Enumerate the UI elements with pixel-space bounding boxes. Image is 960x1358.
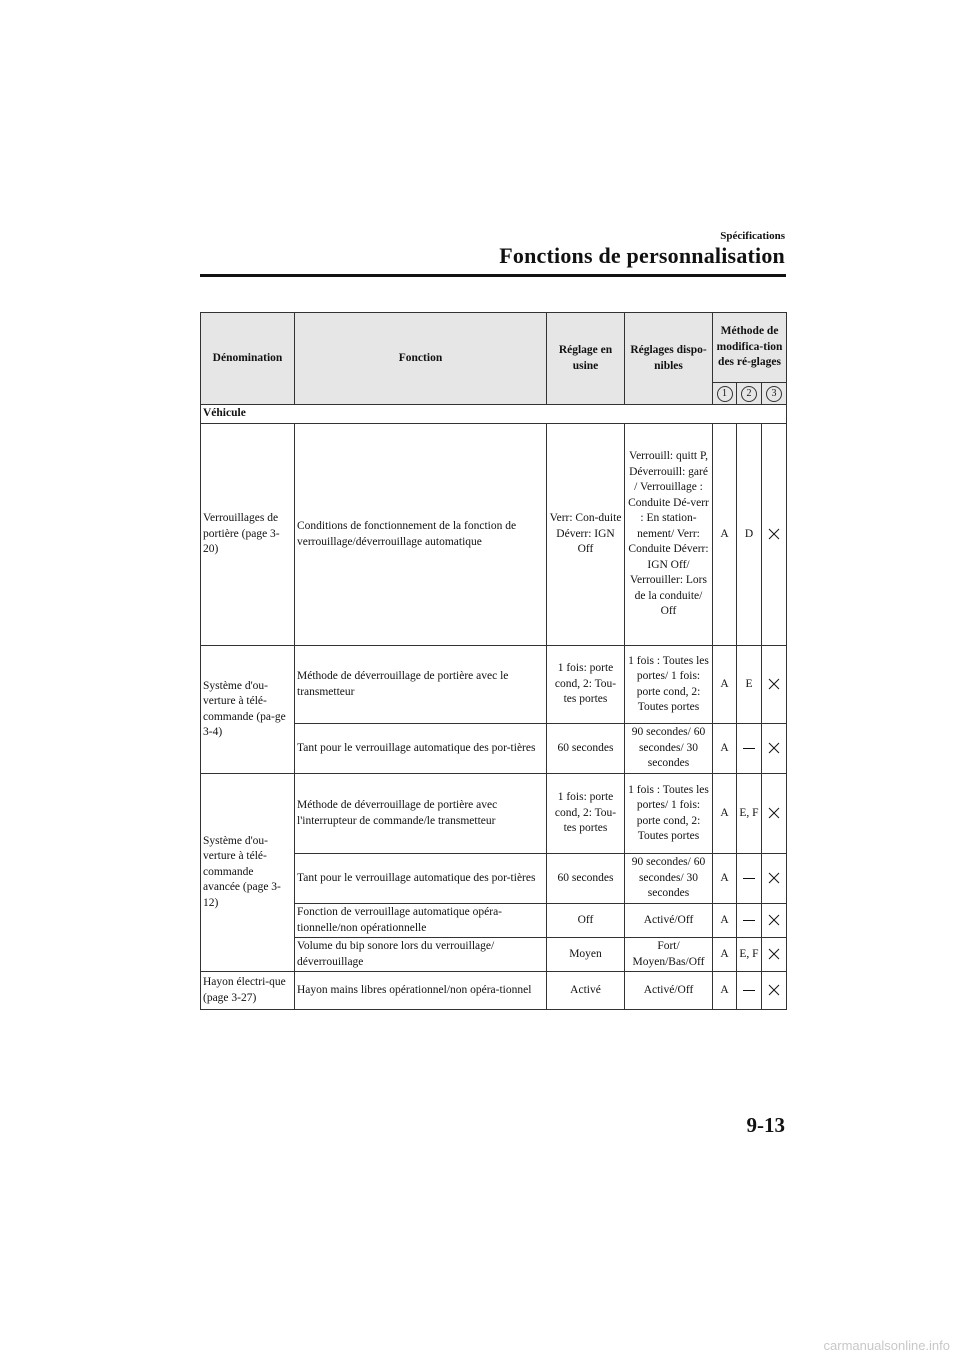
- table-row: [201, 972, 787, 1010]
- customization-table: [200, 312, 787, 1010]
- table-row: [201, 646, 787, 724]
- method-2-cell: E, F: [737, 774, 762, 854]
- method-3-cell: [762, 972, 787, 1010]
- col-header-factory: Réglage en usine: [547, 313, 625, 405]
- method-1-cell: A: [713, 904, 737, 938]
- function-cell: Méthode de déverrouillage de portière avec le transmetteur: [295, 646, 547, 724]
- available-settings-cell: 90 secondes/ 60 secondes/ 30 secondes: [625, 724, 713, 774]
- method-3-cell: [762, 904, 787, 938]
- feature-name-cell: Verrouillages de portière (page 3-20): [201, 424, 295, 646]
- circled-3-icon: 3: [766, 386, 782, 402]
- col-header-function: Fonction: [295, 313, 547, 405]
- method-col-3: [762, 383, 787, 405]
- method-2-cell: E: [737, 646, 762, 724]
- x-mark-icon: [768, 807, 780, 819]
- function-cell: Conditions de fonctionnement de la fonction de verrouillage/déverrouillage automatique: [295, 424, 547, 646]
- factory-setting-cell: 1 fois: porte cond, 2: Tou-tes portes: [547, 646, 625, 724]
- header-rule: [200, 274, 786, 277]
- method-1-cell: A: [713, 938, 737, 972]
- factory-setting-cell: Moyen: [547, 938, 625, 972]
- feature-name-cell: Hayon électri-que (page 3-27): [201, 972, 295, 1010]
- x-mark-icon: [768, 984, 780, 996]
- available-settings-cell: 1 fois : Toutes les portes/ 1 fois: porte cond, 2: Toutes portes: [625, 646, 713, 724]
- method-2-cell: [737, 724, 762, 774]
- dash-icon: [743, 920, 755, 921]
- available-settings-cell: Activé/Off: [625, 972, 713, 1010]
- available-settings-cell: Verrouill: quitt P, Déverrouill: garé / Verrouillage : Conduite Dé-verr : En station-nement/ Verr: Conduite Déverr: IGN Off/ Verrouiller: Lors de la conduite/ Off: [625, 424, 713, 646]
- available-settings-cell: Activé/Off: [625, 904, 713, 938]
- page-title: Fonctions de personnalisation: [499, 243, 785, 268]
- factory-setting-cell: Activé: [547, 972, 625, 1010]
- method-2-cell: [737, 904, 762, 938]
- watermark: carmanualsonline.info: [823, 1338, 950, 1353]
- x-mark-icon: [768, 914, 780, 926]
- dash-icon: [743, 878, 755, 879]
- x-mark-icon: [768, 678, 780, 690]
- available-settings-cell: 1 fois : Toutes les portes/ 1 fois: porte cond, 2: Toutes portes: [625, 774, 713, 854]
- method-2-cell: [737, 972, 762, 1010]
- x-mark-icon: [768, 528, 780, 540]
- method-1-cell: A: [713, 972, 737, 1010]
- method-3-cell: [762, 774, 787, 854]
- function-cell: Hayon mains libres opérationnel/non opéra-tionnel: [295, 972, 547, 1010]
- method-1-cell: A: [713, 774, 737, 854]
- method-1-cell: A: [713, 646, 737, 724]
- col-header-method: Méthode de modifica-tion des ré-glages: [713, 313, 787, 383]
- method-3-cell: [762, 854, 787, 904]
- method-col-1: [713, 383, 737, 405]
- method-3-cell: [762, 724, 787, 774]
- factory-setting-cell: 1 fois: porte cond, 2: Tou-tes portes: [547, 774, 625, 854]
- section-label: Spécifications: [720, 230, 785, 242]
- feature-name-cell: Système d'ou-verture à télé-commande avancée (page 3-12): [201, 774, 295, 972]
- col-header-available: Réglages dispo-nibles: [625, 313, 713, 405]
- table-row: [201, 424, 787, 646]
- function-cell: Volume du bip sonore lors du verrouillage/ déverrouillage: [295, 938, 547, 972]
- page-number: 9-13: [746, 1113, 785, 1137]
- method-3-cell: [762, 938, 787, 972]
- x-mark-icon: [768, 948, 780, 960]
- factory-setting-cell: Off: [547, 904, 625, 938]
- circled-2-icon: 2: [741, 386, 757, 402]
- available-settings-cell: Fort/ Moyen/Bas/Off: [625, 938, 713, 972]
- section-row: [201, 405, 787, 424]
- table-row: [201, 774, 787, 854]
- circled-1-icon: 1: [717, 386, 733, 402]
- x-mark-icon: [768, 742, 780, 754]
- method-1-cell: A: [713, 854, 737, 904]
- factory-setting-cell: Verr: Con-duite Déverr: IGN Off: [547, 424, 625, 646]
- method-3-cell: [762, 646, 787, 724]
- dash-icon: [743, 990, 755, 991]
- section-label-cell: Véhicule: [201, 405, 787, 424]
- factory-setting-cell: 60 secondes: [547, 724, 625, 774]
- dash-icon: [743, 748, 755, 749]
- method-1-cell: A: [713, 724, 737, 774]
- function-cell: Méthode de déverrouillage de portière avec l'interrupteur de commande/le transmetteur: [295, 774, 547, 854]
- method-2-cell: D: [737, 424, 762, 646]
- method-2-cell: [737, 854, 762, 904]
- function-cell: Tant pour le verrouillage automatique des por-tières: [295, 854, 547, 904]
- method-2-cell: E, F: [737, 938, 762, 972]
- feature-name-cell: Système d'ou-verture à télé-commande (pa-ge 3-4): [201, 646, 295, 774]
- available-settings-cell: 90 secondes/ 60 secondes/ 30 secondes: [625, 854, 713, 904]
- function-cell: Fonction de verrouillage automatique opéra-tionnelle/non opérationnelle: [295, 904, 547, 938]
- x-mark-icon: [768, 872, 780, 884]
- method-col-2: [737, 383, 762, 405]
- factory-setting-cell: 60 secondes: [547, 854, 625, 904]
- method-3-cell: [762, 424, 787, 646]
- method-1-cell: A: [713, 424, 737, 646]
- function-cell: Tant pour le verrouillage automatique des por-tières: [295, 724, 547, 774]
- col-header-name: Dénomination: [201, 313, 295, 405]
